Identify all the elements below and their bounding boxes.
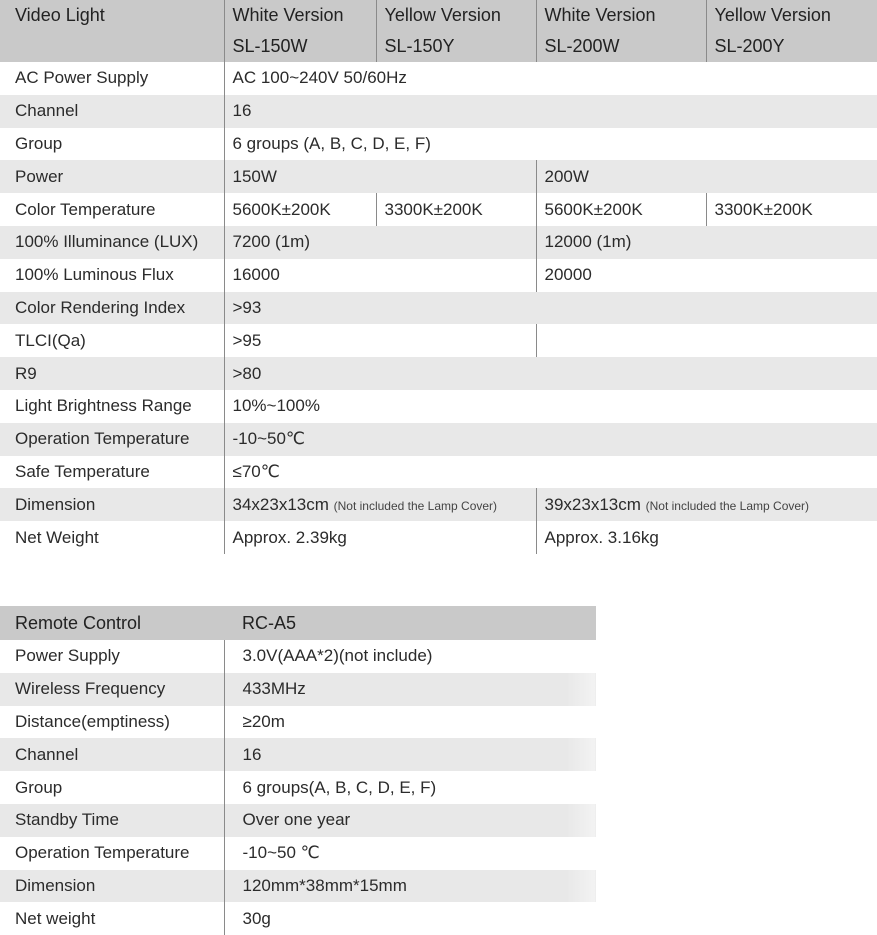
row-label: Power Supply xyxy=(15,646,120,666)
table-row xyxy=(0,226,877,259)
row-label: Net weight xyxy=(15,908,96,928)
row-value: 10%~100% xyxy=(224,390,877,423)
row-value-empty xyxy=(536,324,877,357)
header-sl200y-version: Yellow Version xyxy=(706,0,877,31)
row-value: 6 groups(A, B, C, D, E, F) xyxy=(224,771,596,804)
table-row xyxy=(0,160,877,193)
table-row xyxy=(0,423,877,456)
dimension-note: (Not included the Lamp Cover) xyxy=(645,498,810,513)
row-label: TLCI(Qa) xyxy=(15,330,86,350)
row-value-200: 12000 (1m) xyxy=(536,226,877,259)
row-label: Dimension xyxy=(0,870,224,903)
spec-header-label: Video Light xyxy=(0,0,224,31)
row-label: Dimension xyxy=(0,488,224,521)
remote-header-row xyxy=(0,606,596,640)
dimension-note: (Not included the Lamp Cover) xyxy=(333,498,498,513)
table-row xyxy=(0,640,596,673)
row-label: Group xyxy=(15,133,63,153)
row-value-sl150y: 3300K±200K xyxy=(376,193,536,226)
spec-header-row-1 xyxy=(0,0,877,31)
row-label: Wireless Frequency xyxy=(0,673,224,706)
table-row xyxy=(0,870,596,903)
row-value-200: 20000 xyxy=(536,259,877,292)
row-label: Standby Time xyxy=(0,804,224,837)
row-value: 16 xyxy=(224,95,877,128)
row-label: Channel xyxy=(0,95,224,128)
table-row xyxy=(0,521,877,554)
row-value-150 xyxy=(224,488,536,521)
row-label: 100% Illuminance (LUX) xyxy=(0,226,224,259)
row-value-sl150w: 5600K±200K xyxy=(224,193,376,226)
row-label: Color Temperature xyxy=(15,199,156,219)
table-row xyxy=(0,673,596,706)
table-row xyxy=(0,390,877,423)
table-row xyxy=(0,357,877,390)
remote-control-spec-table xyxy=(0,606,596,935)
header-sl200w-model: SL-200W xyxy=(536,31,706,62)
table-row xyxy=(0,95,877,128)
row-value: >80 xyxy=(224,357,877,390)
row-value-200: 200W xyxy=(536,160,877,193)
dimension-value: 39x23x13cm xyxy=(544,494,641,514)
row-value: 3.0V(AAA*2)(not include) xyxy=(224,640,596,673)
row-value: 30g xyxy=(224,902,596,935)
table-row xyxy=(0,324,877,357)
spec-header-row-2 xyxy=(0,31,877,62)
row-value: ≤70℃ xyxy=(224,456,877,489)
row-label: Operation Temperature xyxy=(0,423,224,456)
row-label: R9 xyxy=(0,357,224,390)
row-label: Safe Temperature xyxy=(15,461,150,481)
header-sl200w-version: White Version xyxy=(536,0,706,31)
table-row xyxy=(0,804,596,837)
table-row xyxy=(0,902,596,935)
table-row xyxy=(0,193,877,226)
table-row xyxy=(0,771,596,804)
header-sl150w-version: White Version xyxy=(224,0,376,31)
table-row xyxy=(0,738,596,771)
row-label: Power xyxy=(0,160,224,193)
row-value: 16 xyxy=(224,738,596,771)
remote-header-label: Remote Control xyxy=(0,606,224,640)
row-label: Group xyxy=(15,777,63,797)
header-sl150w-model: SL-150W xyxy=(224,31,376,62)
row-label: Light Brightness Range xyxy=(15,396,192,416)
table-row xyxy=(0,259,877,292)
table-row xyxy=(0,128,877,161)
row-value-200: Approx. 3.16kg xyxy=(536,521,877,554)
header-sl200y-model: SL-200Y xyxy=(706,31,877,62)
dimension-value: 34x23x13cm xyxy=(232,494,329,514)
row-label: Channel xyxy=(0,738,224,771)
spec-header-blank xyxy=(0,31,224,62)
row-label: Net Weight xyxy=(15,527,99,547)
table-row xyxy=(0,488,877,521)
row-value: -10~50℃ xyxy=(224,423,877,456)
row-value-150: Approx. 2.39kg xyxy=(224,521,536,554)
table-row xyxy=(0,456,877,489)
row-value: Over one year xyxy=(224,804,596,837)
row-label: Color Rendering Index xyxy=(0,292,224,325)
remote-header-model: RC-A5 xyxy=(224,606,596,640)
row-value-150: 16000 xyxy=(224,259,536,292)
row-label: 100% Luminous Flux xyxy=(15,265,174,285)
row-value: >93 xyxy=(224,292,877,325)
table-row xyxy=(0,292,877,325)
table-row xyxy=(0,837,596,870)
row-value-sl200w: 5600K±200K xyxy=(536,193,706,226)
header-sl150y-version: Yellow Version xyxy=(376,0,536,31)
row-value: 433MHz xyxy=(224,673,596,706)
header-sl150y-model: SL-150Y xyxy=(376,31,536,62)
table-row xyxy=(0,62,877,95)
row-value-150: 7200 (1m) xyxy=(224,226,536,259)
table-row xyxy=(0,706,596,739)
row-value: 120mm*38mm*15mm xyxy=(224,870,596,903)
row-value: ≥20m xyxy=(224,706,596,739)
row-value-200 xyxy=(536,488,877,521)
row-label: Operation Temperature xyxy=(15,843,190,863)
row-value: AC 100~240V 50/60Hz xyxy=(224,62,877,95)
row-value: -10~50 ℃ xyxy=(224,837,596,870)
row-value: 6 groups (A, B, C, D, E, F) xyxy=(224,128,877,161)
row-value-150: 150W xyxy=(224,160,536,193)
row-label: AC Power Supply xyxy=(15,68,149,88)
row-value: >95 xyxy=(224,324,536,357)
row-label: Distance(emptiness) xyxy=(15,711,170,731)
row-value-sl200y: 3300K±200K xyxy=(706,193,877,226)
